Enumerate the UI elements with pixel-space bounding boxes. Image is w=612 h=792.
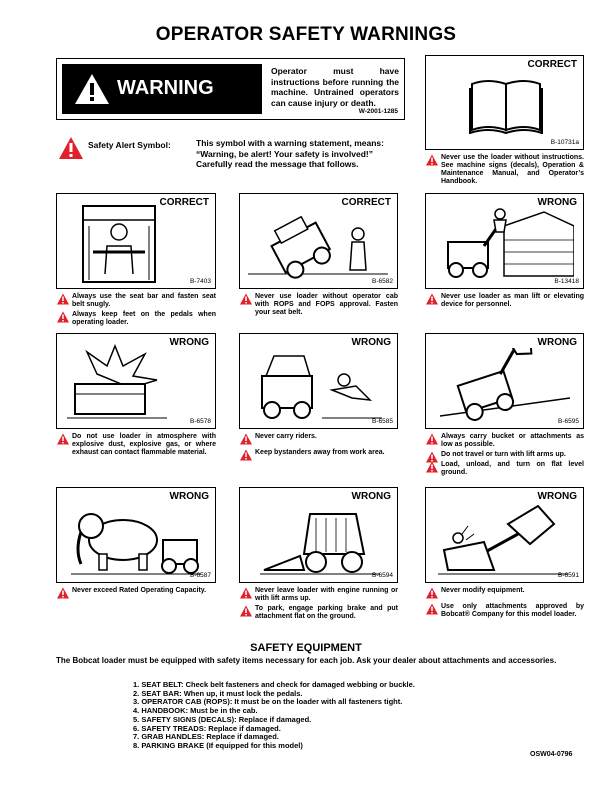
panel-rops-fops <box>239 193 398 289</box>
operator-in-cab-illustration <box>79 202 159 284</box>
panel-status: CORRECT <box>527 59 577 70</box>
panel-code: B-13418 <box>554 278 579 285</box>
safety-alert-icon <box>58 136 84 160</box>
safety-alert-icon <box>425 461 439 473</box>
panel-code: B-6582 <box>372 278 393 285</box>
list-item: 3. OPERATOR CAB (ROPS): It must be on the loader with all fasteners tight. <box>133 697 403 707</box>
list-item: 1. SEAT BELT: Check belt fasteners and check for damaged webbing or buckle. <box>133 680 415 689</box>
caption-item: Always use the seat bar and fasten seat belt snugly. <box>56 293 216 309</box>
warning-text: Operator must have instructions before running the machine. Untrained operators can cause injury or death. <box>271 66 399 108</box>
elephant-illustration <box>71 506 201 578</box>
loader-tipping-illustration <box>440 348 570 424</box>
panel-status: WRONG <box>537 337 577 348</box>
caption-item: Never use the loader without instructions. See machine signs (decals), Operation & Maintenance Manual, and Operator’s Handbook. <box>425 154 584 186</box>
panel-parking <box>239 487 398 583</box>
caption-item: Never use loader without operator cab with ROPS and FOPS approval. Fasten your seat belt. <box>239 293 398 317</box>
safety-alert-icon <box>239 605 253 617</box>
panel-status: WRONG <box>351 491 391 502</box>
panel-status: WRONG <box>169 491 209 502</box>
panel-rated-capacity <box>56 487 216 583</box>
safety-alert-label: Safety Alert Symbol: <box>88 140 171 150</box>
warning-box <box>56 58 405 120</box>
panel-caption <box>425 293 584 311</box>
caption-item: Do not use loader in atmosphere with explosive dust, explosive gas, or where exhaust can contact flammable material. <box>56 433 216 457</box>
safety-equipment-intro: The Bobcat loader must be equipped with safety items necessary for each job. Ask your dealer about attachments and accessories. <box>56 656 557 665</box>
safety-alert-icon <box>56 587 70 599</box>
panel-code: B-10731a <box>550 139 579 146</box>
warning-triangle-icon <box>74 73 110 105</box>
caption-item: Never leave loader with engine running or with lift arms up. <box>239 587 398 603</box>
panel-modify <box>425 487 584 583</box>
rollover-illustration <box>248 212 388 282</box>
caption-item: Load, unload, and turn on flat level ground. <box>425 461 584 477</box>
caption-item: Use only attachments approved by Bobcat® Company for this model loader. <box>425 603 584 619</box>
panel-status: CORRECT <box>159 197 209 208</box>
safety-alert-icon <box>239 433 253 445</box>
panel-caption <box>425 587 584 621</box>
panel-caption <box>239 433 398 459</box>
panel-caption <box>56 433 216 459</box>
panel-code: B-6578 <box>190 418 211 425</box>
footer-code: OSW04-0796 <box>530 751 573 758</box>
safety-alert-text: This symbol with a warning statement, means: “Warning, be alert! Your safety is involved!” Carefully read the message that follows. <box>196 138 384 169</box>
parked-loader-illustration <box>260 504 380 578</box>
panel-code: B-6591 <box>558 572 579 579</box>
list-item: 6. SAFETY TREADS: Replace if damaged. <box>133 723 281 733</box>
warning-word: WARNING <box>117 77 214 99</box>
warning-code: W-2001-1285 <box>358 108 398 115</box>
panel-caption <box>425 433 584 479</box>
rider-falling-illustration <box>252 350 382 422</box>
panel-explosive-atmosphere <box>56 333 216 429</box>
caption-item: Always keep feet on the pedals when operating loader. <box>56 311 216 327</box>
caption-item: Never use loader as man lift or elevating device for personnel. <box>425 293 584 309</box>
panel-caption <box>425 154 584 188</box>
list-item: 4. HANDBOOK: Must be in the cab. <box>133 706 258 716</box>
safety-alert-icon <box>425 433 439 445</box>
caption-item: Never modify equipment. <box>425 587 584 595</box>
safety-alert-icon <box>56 433 70 445</box>
safety-alert-icon <box>425 587 439 599</box>
safety-alert-icon <box>239 293 253 305</box>
panel-man-lift <box>425 193 584 289</box>
modified-attachment-illustration <box>438 504 568 578</box>
panel-code: B-6587 <box>190 572 211 579</box>
panel-caption <box>56 293 216 329</box>
panel-status: WRONG <box>169 337 209 348</box>
safety-alert-icon <box>425 293 439 305</box>
panel-status: WRONG <box>537 197 577 208</box>
panel-status: WRONG <box>537 491 577 502</box>
caption-item: Keep bystanders away from work area. <box>239 449 398 457</box>
safety-equipment-title: SAFETY EQUIPMENT <box>250 642 362 654</box>
caption-item: To park, engage parking brake and put attachment flat on the ground. <box>239 605 398 621</box>
panel-handbook <box>425 55 584 150</box>
panel-seat-belt <box>56 193 216 289</box>
panel-status: CORRECT <box>341 197 391 208</box>
caption-item: Never exceed Rated Operating Capacity. <box>56 587 216 595</box>
list-item: 2. SEAT BAR: When up, it must lock the pedals. <box>133 688 303 698</box>
caption-item: Never carry riders. <box>239 433 398 441</box>
safety-equipment-list <box>133 681 573 751</box>
man-lift-illustration <box>434 206 574 282</box>
safety-alert-icon <box>56 293 70 305</box>
panel-code: B-6594 <box>372 572 393 579</box>
book-illustration <box>468 76 544 134</box>
panel-caption <box>239 293 398 319</box>
list-item: 8. PARKING BRAKE (If equipped for this model) <box>133 740 303 750</box>
caption-item: Always carry bucket or attachments as low as possible. <box>425 433 584 449</box>
caption-item: Do not travel or turn with lift arms up. <box>425 451 584 459</box>
panel-riders <box>239 333 398 429</box>
panel-status: WRONG <box>351 337 391 348</box>
safety-alert-icon <box>425 603 439 615</box>
panel-code: B-7403 <box>190 278 211 285</box>
safety-alert-icon <box>239 449 253 461</box>
panel-code: B-6585 <box>372 418 393 425</box>
list-item: 7. GRAB HANDLES: Replace if damaged. <box>133 732 279 742</box>
panel-caption <box>56 587 216 597</box>
explosion-illustration <box>67 344 167 424</box>
panel-code: B-6595 <box>558 418 579 425</box>
panel-bucket-low <box>425 333 584 429</box>
safety-alert-icon <box>239 587 253 599</box>
safety-alert-icon <box>425 154 439 166</box>
list-item: 5. SAFETY SIGNS (DECALS): Replace if damaged. <box>133 714 312 724</box>
safety-alert-icon <box>56 311 70 323</box>
panel-caption <box>239 587 398 623</box>
page-title: OPERATOR SAFETY WARNINGS <box>155 24 457 45</box>
warning-banner <box>62 64 262 114</box>
